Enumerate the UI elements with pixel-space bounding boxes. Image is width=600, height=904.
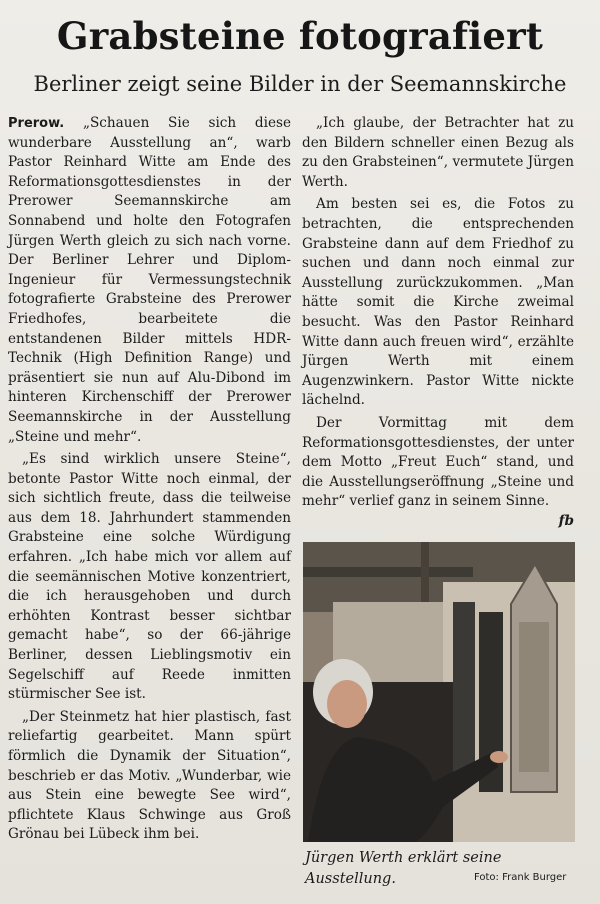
article-photo bbox=[303, 542, 575, 842]
article-paragraph: „Ich glaube, der Betrachter hat zu den Bildern schneller einen Bezug als zu den Grabsteinen“, vermutete Jürgen Werth. bbox=[302, 115, 574, 190]
article-paragraph: „Es sind wirklich unsere Steine“, betonte Pastor Witte noch einmal, der sich sichtlich freute, dass die teilweise aus dem 18. Jahrhundert stammenden Grabsteine eine solche Würdigung erfahren. „Ich habe mich vor allem auf die seemännischen Motive konzentriert, die ich herausgehoben und durch erhöhten Kontrast besser sichtbar gemacht habe“, so der 66-jährige Berliner, dessen Lieblingsmotiv ein Segelschiff auf Reede inmitten stürmischer See ist. bbox=[8, 451, 291, 703]
headline: Grabsteine fotografiert bbox=[56, 14, 544, 58]
photo-illustration bbox=[303, 542, 575, 842]
photo-credit: Foto: Frank Burger bbox=[474, 872, 567, 883]
article-paragraph: „Der Steinmetz hat hier plastisch, fast reliefartig gearbeitet. Mann spürt förmlich die Dynamik der Situation“, beschrieb er das Motiv. „Wunderbar, wie aus Stein eine bewegte See wird“, pflichtete Klaus Schwinge aus Groß Grönau bei Lübeck ihm bei. bbox=[8, 708, 291, 843]
article-paragraph bbox=[8, 114, 291, 447]
column-right bbox=[302, 114, 574, 531]
article-paragraph: Am besten sei es, die Fotos zu betrachten, die entsprechenden Grabsteine dann auf dem Friedhof zu suchen und dann noch einmal zur Ausstellung zurückzukommen. „Man hätte somit die Kirche zweimal besucht. Was den Pastor Reinhard Witte dann auch freuen wird“, erzählte Jürgen Werth mit einem Augenzwinkern. Pastor Witte nickte lächelnd. bbox=[302, 196, 574, 409]
author-signature: fb bbox=[558, 512, 574, 529]
article-paragraph-last bbox=[302, 414, 574, 529]
photo-caption: Jürgen Werth erklärt seine Ausstellung. bbox=[305, 850, 502, 887]
column-left bbox=[8, 114, 291, 848]
dateline: Prerow. bbox=[8, 116, 65, 131]
paragraph-text: Der Vormittag mit dem Reformationsgottesdienstes, der unter dem Motto „Freut Euch“ stand, und die Ausstellungseröffnung „Steine und mehr“ verlief ganz in seinem Sinne. bbox=[302, 414, 574, 510]
subheadline: Berliner zeigt seine Bilder in der Seemannskirche bbox=[33, 72, 567, 96]
paragraph-text: „Schauen Sie sich diese wunderbare Ausstellung an“, warb Pastor Reinhard Witte am Ende des Reformationsgottesdienstes in der Prerower Seemannskirche am Sonnabend und holte den Fotografen Jürgen Werth gleich zu sich nach vorne. Der Berliner Lehrer und Diplom-Ingenieur für Vermessungstechnik fotografierte Grabsteine des Prerower Friedhofes, bearbeitete die entstandenen Bilder mittels HDR-Technik (High Definition Range) und präsentiert sie nun auf Alu-Dibond im hinteren Kirchenschiff der Prerower Seemannskirche in der Ausstellung „Steine und mehr“. bbox=[8, 115, 292, 445]
